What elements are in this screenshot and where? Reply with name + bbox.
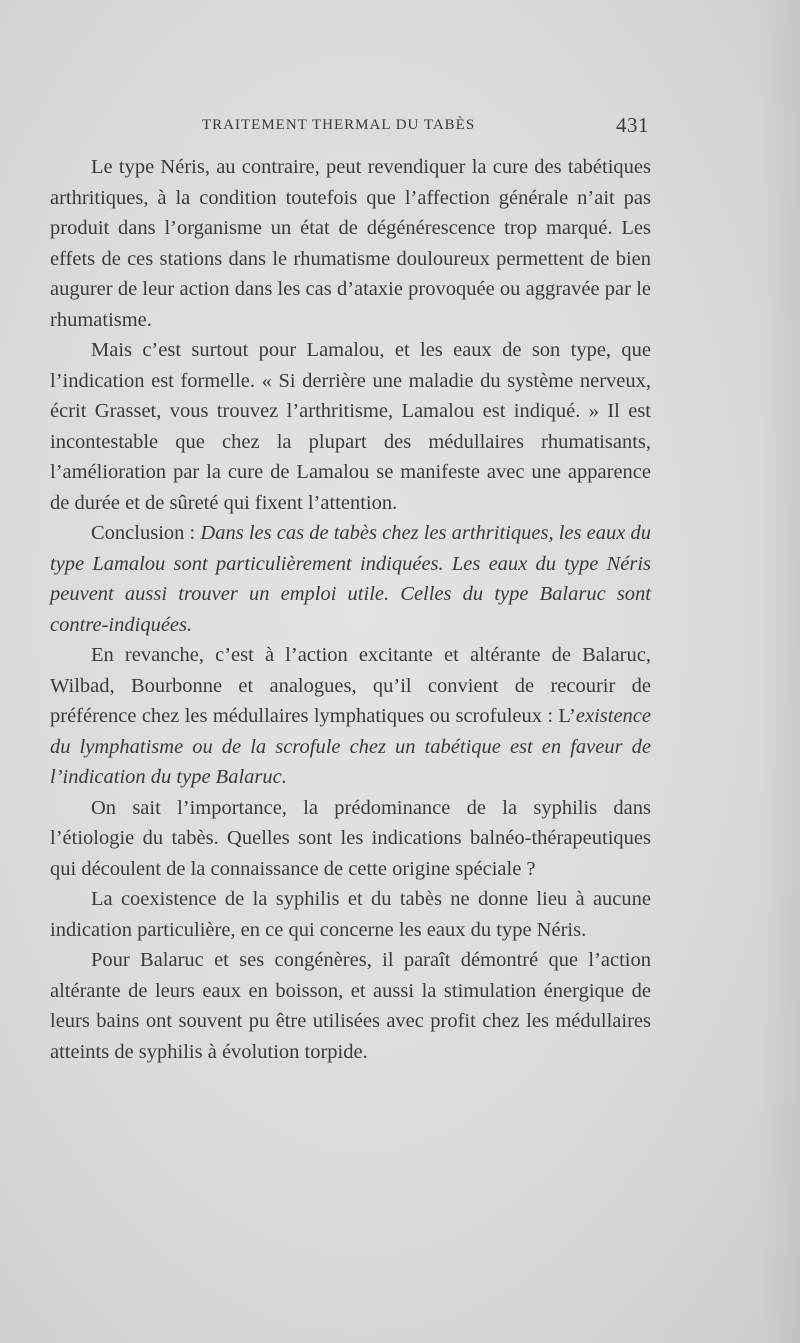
paragraph-balaruc: [50, 640, 651, 793]
paragraph-lamalou: [50, 335, 651, 518]
running-title: TRAITEMENT THERMAL DU TABÈS: [202, 117, 476, 133]
paragraph-lead: En revanche, c’est à l’action excitante et altérante de Balaruc, Wilbad, Bourbonne et analogues, qu’il convient de recourir de préférence chez les médullaires lymphatiques ou scrofuleux : L’: [50, 644, 651, 727]
body-text: [50, 152, 651, 1067]
paragraph-conclusion: [50, 518, 651, 640]
page-edge-shadow: [760, 0, 800, 1343]
paragraph-text: Mais c’est surtout pour Lamalou, et les eaux de son type, que l’indication est formelle. « Si derrière une maladie du système nerveux, écrit Grasset, vous trouvez l’arthritisme, Lamalou est indiqué. » Il est incontestable que chez la plupart des médullaires rhumatisants, l’amélioration par la cure de Lamalou se manifeste avec une apparence de durée et de sûreté qui fixent l’attention.: [50, 339, 651, 514]
paragraph-syphilis: [50, 793, 651, 885]
paragraph-text: Le type Néris, au contraire, peut revendiquer la cure des tabétiques arthritiques, à la condition toutefois que l’affection générale n’ait pas produit dans l’organisme un état de dégénérescence trop marqué. Les effets de ces stations dans le rhumatisme douloureux permettent de bien augurer de leur action dans les cas d’ataxie provoquée ou aggravée par le rhumatisme.: [50, 156, 651, 331]
paragraph-text: Pour Balaruc et ses congénères, il paraît démontré que l’action altérante de leurs eaux en boisson, et aussi la stimulation énergique de leurs bains ont souvent pu être utilisées avec profit chez les médullaires atteints de syphilis à évolution torpide.: [50, 949, 651, 1063]
page-number: 431: [616, 113, 649, 137]
running-head: [50, 113, 650, 143]
paragraph-text: On sait l’importance, la prédominance de la syphilis dans l’étiologie du tabès. Quelles sont les indications balnéo-thérapeutiques qui découlent de la connaissance de cette origine spéciale ?: [50, 796, 651, 880]
paragraph-text: La coexistence de la syphilis et du tabès ne donne lieu à aucune indication particulière, en ce qui concerne les eaux du type Néris.: [50, 888, 651, 941]
paragraph-italic: Dans les cas de tabès chez les arthritiques, les eaux du type Lamalou sont particulièrement indiquées. Les eaux du type Néris peuvent aussi trouver un emploi utile. Celles du type Balaruc sont contre-indiquées.: [50, 522, 651, 636]
paragraph-neris: [50, 152, 651, 335]
paragraph-coexistence: [50, 884, 651, 945]
paragraph-italic: existence du lymphatisme ou de la scrofule chez un tabétique est en faveur de l’indication du type Balaruc.: [50, 705, 651, 788]
paragraph-lead: Conclusion :: [91, 522, 201, 544]
paragraph-conclusion-syphilis: [50, 945, 651, 1067]
